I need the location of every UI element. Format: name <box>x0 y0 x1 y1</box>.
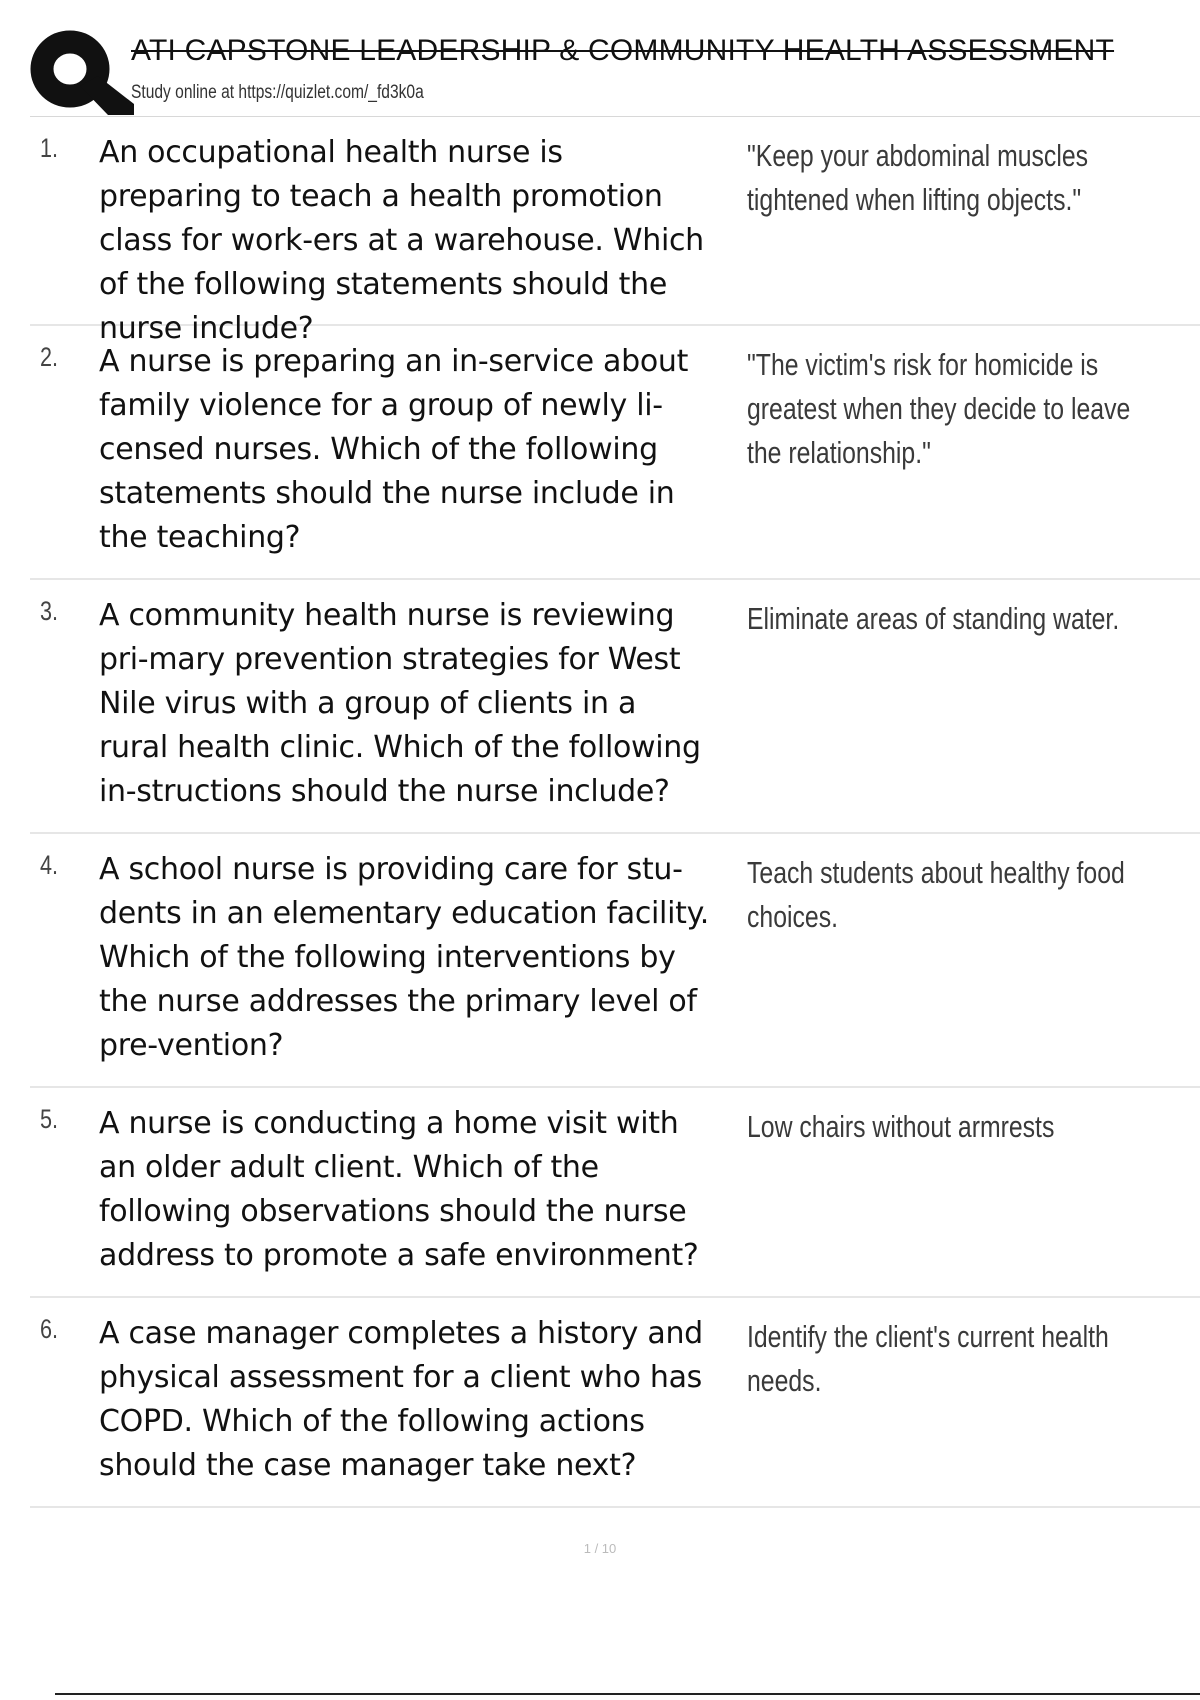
document-title: ATI CAPSTONE LEADERSHIP & COMMUNITY HEALTH ASSESSMENT <box>131 34 1115 67</box>
flashcard-row <box>30 117 1200 346</box>
card-number: 6. <box>40 1314 59 1344</box>
quizlet-logo-icon <box>30 30 140 115</box>
page-number: 1 / 10 <box>583 1541 617 1556</box>
flashcard-row <box>30 834 1200 1088</box>
card-question: A case manager completes a history and physical assessment for a client who has COPD. Which of the following actions should the case manager take next? <box>99 1316 703 1483</box>
card-number: 4. <box>40 850 59 880</box>
card-number: 1. <box>40 133 59 163</box>
card-answer: Identify the client's current health needs. <box>747 1319 1109 1398</box>
footer-divider <box>55 1693 1200 1695</box>
flashcard-row <box>30 580 1200 834</box>
flashcard-row <box>30 326 1200 580</box>
card-answer: Eliminate areas of standing water. <box>747 601 1120 636</box>
card-question: A nurse is preparing an in-service about family violence for a group of newly li-censed nurses. Which of the following statements should the nurse include in the teaching? <box>99 344 689 555</box>
card-question: An occupational health nurse is preparing to teach a health promotion class for work-ers at a warehouse. Which of the following statements should the nurse include? <box>99 135 704 346</box>
card-answer: "The victim's risk for homicide is greatest when they decide to leave the relationship." <box>747 347 1131 470</box>
flashcard-row <box>30 1298 1200 1508</box>
flashcard-row <box>30 1088 1200 1298</box>
document-header <box>30 28 1200 118</box>
study-online-link[interactable]: Study online at https://quizlet.com/_fd3k0a <box>131 82 424 103</box>
card-number: 5. <box>40 1104 59 1134</box>
card-question: A community health nurse is reviewing pri-mary prevention strategies for West Nile virus with a group of clients in a rural health clinic. Which of the following in-structions should the nurse include? <box>99 598 701 809</box>
card-number: 3. <box>40 596 59 626</box>
card-question: A school nurse is providing care for stu-dents in an elementary education facility. Which of the following interventions by the nurse addresses the primary level of pre-vention? <box>99 852 709 1063</box>
flashcard-list <box>30 117 1200 1508</box>
card-number: 2. <box>40 342 59 372</box>
card-answer: Low chairs without armrests <box>747 1109 1055 1144</box>
card-answer: Teach students about healthy food choices. <box>747 855 1125 934</box>
card-question: A nurse is conducting a home visit with an older adult client. Which of the following observations should the nurse address to promote a safe environment? <box>99 1106 699 1273</box>
card-answer: "Keep your abdominal muscles tightened when lifting objects." <box>747 138 1089 217</box>
